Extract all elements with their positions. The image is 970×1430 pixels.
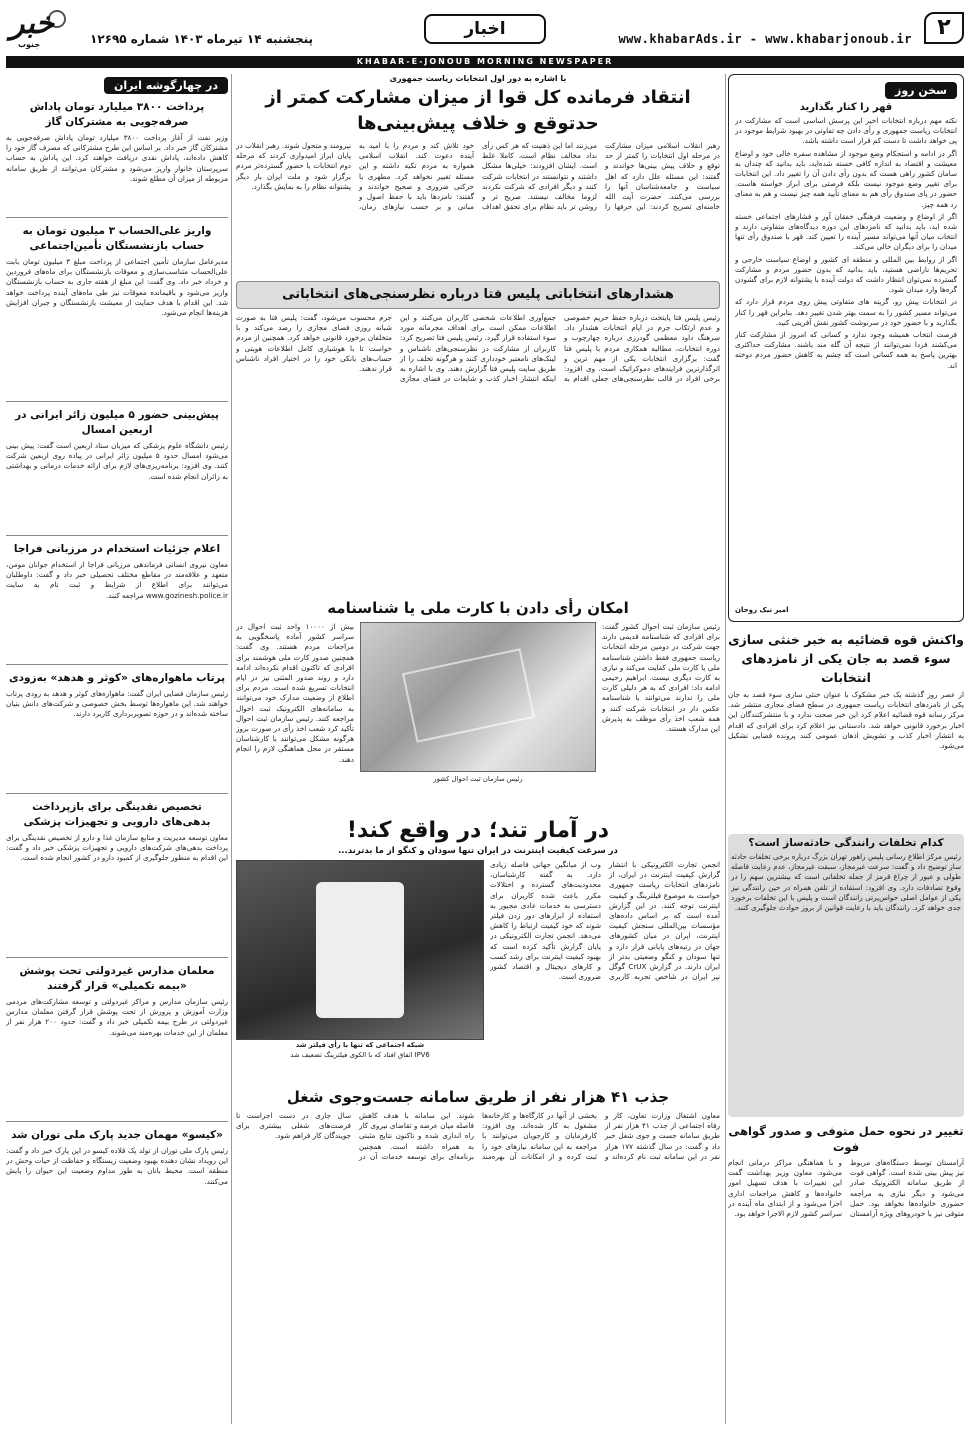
item-title: پرداخت ۳۸۰۰ میلیارد تومان پاداش صرفه‌جویی به مشترکان گاز bbox=[29, 101, 205, 128]
right-column bbox=[728, 74, 964, 1424]
column-divider bbox=[231, 74, 232, 1424]
provinces-tab: در چهارگوشه ایران bbox=[104, 77, 228, 94]
story-headline: در آمار تند؛ در واقع کند! bbox=[346, 818, 610, 843]
news-item bbox=[6, 800, 228, 953]
editorial-tab: سخن روز bbox=[885, 82, 957, 99]
left-column bbox=[6, 74, 228, 1424]
news-item bbox=[6, 224, 228, 397]
photo-caption: شبکه اجتماعی که تنها با رأی فیلتر شد bbox=[295, 1041, 425, 1049]
news-item bbox=[6, 671, 228, 789]
newspaper-logo bbox=[6, 6, 84, 50]
item-body: معاون نیروی انسانی فرماندهی مرزبانی فراجا از استخدام جوانان مومن، متعهد و علاقه‌مند در مقاطع مختلف تحصیلی خبر داد و گفت: داوطلبان می‌توانند برای اطلاع از شرایط و ثبت نام به سایت www.gozinesh.police.ir مراجعه کنند. bbox=[6, 560, 228, 600]
story-body: بیش از ۱۰۰۰۰ واحد ثبت احوال در سراسر کشور آماده پاسخگویی به مراجعات مردم هستند. وی گفت: همچنین صدور کارت ملی هوشمند برای افرادی که تاکنون اقدام نکرده‌اند ادامه دارد و روند صدور المثنی نیز در ایام انتخابات تسریع شده است. مردم برای اطلاع از وضعیت مدارک خود می‌توانند به سامانه‌های الکترونیک ثبت احوال مراجعه کنند. رئیس سازمان ثبت احوال تأکید کرد شعب اخذ رأی در صورت بروز هرگونه مشکل می‌توانند با کارشناسان مستقر در محل هماهنگی لازم را انجام دهند. bbox=[236, 622, 354, 764]
item-body: مدیرعامل سازمان تأمین اجتماعی از پرداخت مبلغ ۳ میلیون تومان بابت علی‌الحساب متناسب‌سازی و معوقات بازنشستگان برای ماه‌های فروردین و خرداد خبر داد. وی گفت: این مبلغ از هفته جاری به حساب بازنشستگان واریز می‌شود و باقیمانده معوقات نیز طی ماه‌های آینده پرداخت خواهد شد. این اقدام با هدف حمایت از معیشت بازنشستگان و جبران افزایش هزینه‌ها انجام می‌شود. bbox=[6, 257, 228, 318]
item-title: «کیسو» مهمان جدید پارک ملی توران شد bbox=[11, 1129, 223, 1141]
article-title: کدام تخلفات رانندگی حادثه‌ساز است؟ bbox=[748, 837, 944, 849]
item-title: واریز علی‌الحساب ۳ میلیون تومان به حساب بازنشستگان تأمین‌اجتماعی bbox=[22, 225, 212, 252]
website-urls[interactable]: www.khabarAds.ir - www.khabarjonoub.ir bbox=[618, 32, 912, 46]
logo-text: خبر bbox=[10, 6, 55, 41]
editorial-title: قهر را کنار بگذارید bbox=[799, 102, 893, 113]
editorial-body bbox=[735, 116, 957, 606]
story-body: رهبر انقلاب اسلامی میزان مشارکت در مرحله اول انتخابات را کمتر از حد توقع و خلاف پیش بینی‌ها خواندند و گفتند: این مسئله علل دارد که اهل سیاست و جامعه‌شناسان آنها را بررسی می‌کنند. حضرت آیت الله خامنه‌ای تصریح کردند: این حرفها را می‌زنند اما این ذهنیت که هر کس رأی نداد مخالف نظام است، کاملا غلط است. ایشان افزودند: خیلی‌ها مشکل داشتند و نتوانستند در انتخابات شرکت کنند و دیگر افرادی که شرکت نکردند لزوما مخالف نیستند. صریح تر و روشن تر باید نظام برای تحقق اهداف خود تلاش کند و مردم را با امید به آینده دعوت کند. انقلاب اسلامی همواره به مردم تکیه داشته و این مسئله تغییر نخواهد کرد. مطهری با حرکتی ضروری و صحیح خواندند و گفتند: نامزدها باید با حفظ اصول و مبانی و بر حسب نیازهای زمان، نیرومند و متحول شوند. رهبر انقلاب در پایان ابراز امیدواری کردند که مرحله دوم انتخابات با حضور گسترده‌تر مردم برگزار شود و ملت ایران بار دیگر پشتوانه نظام را به نمایش بگذارد. bbox=[236, 141, 720, 212]
item-body: رئیس پارک ملی توران از تولد یک قلاده کیسو در این پارک خبر داد و گفت: این رویداد نشان دهنده بهبود وضعیت زیستگاه و حفاظت از حیات وحش در منطقه است. محیط بانان به طور مداوم وضعیت این حیوان را پایش می‌کنند. bbox=[6, 1146, 228, 1186]
issue-date: پنجشنبه ۱۴ تیرماه ۱۴۰۳ شماره ۱۲۶۹۵ bbox=[90, 32, 314, 46]
item-body: رئیس سازمان فضایی ایران گفت: ماهواره‌های کوثر و هدهد به زودی پرتاب خواهند شد. این ماهواره‌ها توسط بخش خصوصی و شرکت‌های دانش بنیان ساخته شده‌اند و در حوزه تصویربرداری کاربرد دارند. bbox=[6, 689, 228, 719]
story-headline: جذب ۴۱ هزار نفر از طریق سامانه جست‌وجوی شغل bbox=[286, 1088, 670, 1106]
editorial-paragraph: نکته مهم درباره انتخابات اخیر این پرسش اساسی است که مشارکت در انتخابات ریاست جمهوری و رأی دادن چه تفاوتی در بهبود شرایط موجود در پی خواهد داشت تا دست کم قرار است داشته باشد. bbox=[735, 116, 957, 146]
story-headline: هشدارهای انتخاباتی پلیس فتا درباره نظرسنجی‌های انتخاباتی bbox=[236, 281, 720, 309]
editorial-paragraph: فرصت انتخاب همیشه وجود ندارد و کسانی که امروز از مشارکت کنار می‌کشند فردا نمی‌توانند از نتیجه آن گله مند باشند. مشارکت حداکثری بهترین پاسخ به همه کسانی است که چشم به کاهش حضور مردم دوخته اند. bbox=[735, 330, 957, 370]
news-item bbox=[6, 542, 228, 660]
item-title: پرتاب ماهواره‌های «کوثر و هدهد» به‌زودی bbox=[8, 672, 226, 684]
editorial-paragraph: اگر از اوضاع و وضعیت فرهنگی خفقان آور و فشارهای اجتماعی خسته شده اید، باید بدانید که نامزدهای این دوره دیدگاه‌های متفاوتی دارند و انتخاب میان آنها می‌تواند مسیر آینده را تعیین کند. قهر با صندوق رأی تنها میدان را برای دیگران خالی می‌کند. bbox=[735, 211, 957, 252]
photo-label: IPV6 اتفاق افتاد که با الکوی فیلترینگ تضعیف شد bbox=[290, 1051, 430, 1060]
editorial-author: امیر نیک روحان bbox=[735, 606, 789, 614]
middle-column bbox=[236, 74, 720, 1424]
article-title: واکنش قوه قضائیه به خبر خنثی سازی سوء قصد به جان یکی از نامزدهای انتخابات bbox=[728, 632, 964, 685]
news-item bbox=[6, 964, 228, 1117]
editorial-paragraph: در انتخابات پیش رو، گزینه های متفاوتی پیش روی مردم قرار دارد که می‌تواند مسیر کشور را به سمت بهتر شدن تغییر دهد. بنابراین قهر را کنار بگذارید و با حضور خود در سرنوشت کشور نقش آفرینی کنید. bbox=[735, 297, 957, 327]
story-headline: انتقاد فرمانده کل قوا از میزان مشارکت کمتر از حدتوقع و خلاف پیش‌بینی‌ها bbox=[265, 87, 691, 134]
article-title: تغییر در نحوه حمل متوفی و صدور گواهی فوت bbox=[728, 1124, 964, 1154]
editorial-paragraph: اگر در ادامه و استحکام وضع موجود از مشاهده سفره خالی خود و اوضاع معیشت و اقتصاد به اندازه کافی خسته شده‌اید، باید بدانید که چندان به سامان کشور راهی هست که بدون رأی دادن آن را تغییر داد. این انتخابات برای تغییر وضع موجود نیست بلکه فرصتی برای ابراز خواسته هاست. حضور در پای صندوق رأی هم به معنای تأیید همه چیز نیست و هم به معنای رد همه چیز. bbox=[735, 148, 957, 209]
story-body: رئیس سازمان ثبت احوال کشور گفت: برای افرادی که شناسنامه قدیمی دارند جهت شرکت در دومین مرحله انتخابات ریاست جمهوری فقط داشتن شناسنامه ملی یا کارت ملی کفایت می‌کند و نیازی به کارت دیگری نیست. ابراهیم رحیمی ادامه داد: افرادی که به هر دلیلی کارت ملی را ندارند می‌توانند با شناسنامه عکس دار در انتخابات شرکت کنند و همه شعب اخذ رأی موظف به پذیرش این مدارک هستند. bbox=[602, 622, 720, 734]
story-headline: امکان رأی دادن با کارت ملی یا شناسنامه bbox=[327, 599, 629, 617]
traffic-article bbox=[728, 834, 964, 1117]
item-title: معلمان مدارس غیردولتی تحت پوشش «بیمه تکمیلی» قرار گرفتند bbox=[19, 965, 215, 992]
smartphone-photo bbox=[236, 860, 484, 1040]
story-body: معاون اشتغال وزارت تعاون، کار و رفاه اجتماعی از جذب ۴۱ هزار نفر از طریق سامانه جست و جوی شغل خبر داد و گفت: در سال گذشته ۱۷۷ هزار نفر در این سامانه ثبت نام کرده‌اند و بخشی از آنها در کارگاه‌ها و کارخانه‌ها مشغول به کار شده‌اند. وی افزود: کارفرمایان و کارجویان می‌توانند با مراجعه به این سامانه نیازهای خود را ثبت کرده و از امکانات آن بهره‌مند شوند. این سامانه با هدف کاهش فاصله میان عرضه و تقاضای نیروی کار راه اندازی شده و تاکنون نتایج مثبتی به همراه داشته است. همچنین برنامه‌ای برای توسعه خدمات آن در سال جاری در دست اجراست تا فرصت‌های شغلی بیشتری برای جویندگان کار فراهم شود. bbox=[236, 1111, 720, 1161]
masthead-bar: KHABAR-E-JONOUB MORNING NEWSPAPER bbox=[6, 56, 964, 68]
item-body: وزیر نفت از آغاز پرداخت ۳۸۰۰ میلیارد تومان پاداش صرفه‌جویی به مشترکان گاز خبر داد. بر اساس این طرح مشترکانی که مصرف گاز خود را کاهش داده‌اند، پاداش نقدی دریافت خواهند کرد. این پاداش به حساب سرپرستان خانوار واریز می‌شود و مشترکان می‌توانند از طریق سامانه مربوطه از میزان آن مطلع شوند. bbox=[6, 133, 228, 183]
editorial-box bbox=[728, 74, 964, 622]
item-body: رئیس دانشگاه علوم پزشکی که میزبان ستاد اربعین است گفت: پیش بینی می‌شود امسال حدود ۵ میلیون زائر ایرانی در پیاده روی اربعین شرکت کنند. وی افزود: برنامه‌ریزی‌های لازم برای ارائه خدمات درمانی و بهداشتی به زائران انجام شده است. bbox=[6, 441, 228, 481]
page-header bbox=[6, 6, 964, 54]
article-body: رئیس مرکز اطلاع رسانی پلیس راهور تهران بزرگ درباره برخی تخلفات حادثه ساز توضیح داد و گفت: سرعت غیرمجاز، سبقت غیرمجاز، عدم رعایت فاصله طولی و عبور از چراغ قرمز از جمله تخلفاتی است که بیشترین سهم را در وقوع تصادفات دارد. وی افزود: استفاده از تلفن همراه در حین رانندگی نیز یکی از عوامل اصلی حواس‌پرتی رانندگان است و پلیس با این تخلفات برخورد جدی خواهد کرد. رانندگان باید با رعایت قوانین از بروز حوادث جلوگیری کنند. bbox=[731, 852, 961, 913]
photo-caption: رئیس سازمان ثبت احوال کشور bbox=[433, 775, 523, 783]
news-item bbox=[6, 408, 228, 531]
editorial-paragraph: اگر از روابط بین المللی و منطقه ای کشور و اوضاع سیاست خارجی و تحریم‌ها ناراضی هستید، باید بدانید که بدون حضور مردم و مشارکت گسترده نمی‌توان انتظار داشت که دولت آینده با پشتوانه لازم برای گشودن گره‌ها وارد میدان شود. bbox=[735, 254, 957, 295]
item-title: اعلام جزئیات استخدام در مرزبانی فراجا bbox=[13, 543, 221, 555]
jobs-story bbox=[236, 1086, 720, 1227]
news-item bbox=[6, 100, 228, 213]
item-title: تخصیص نقدینگی برای بازپرداخت بدهی‌های دارویی و تجهیزات پزشکی bbox=[23, 801, 211, 828]
news-item bbox=[6, 1128, 228, 1230]
page-number: ۲ bbox=[924, 12, 964, 44]
section-label: اخبار bbox=[424, 14, 546, 44]
article-body: آرامستان توسط دستگاه‌های مربوط نیز پیش بینی شده است. گواهی فوت از طریق سامانه الکترونیک صادر می‌شود و دیگر نیازی به مراجعه حضوری خانواده‌ها نخواهد بود. حمل متوفی نیز با خودروهای ویژه آرامستان و با هماهنگی مراکز درمانی انجام می‌شود. معاون وزیر بهداشت گفت این تغییرات با هدف تسهیل امور خانواده‌ها و کاهش مراجعات اداری اجرا می‌شود و از ابتدای ماه آینده در سراسر کشور لازم الاجرا خواهد بود. bbox=[728, 1158, 964, 1219]
item-body: معاون توسعه مدیریت و منابع سازمان غذا و دارو از تخصیص نقدینگی برای پرداخت بدهی‌های شرکت‌های دارویی و تجهیزات پزشکی خبر داد و گفت: این اقدام به منظور جلوگیری از کمبود دارو در کشور انجام شده است. bbox=[6, 833, 228, 863]
internet-story bbox=[236, 816, 720, 1080]
story-kicker: با اشاره به دور اول انتخابات ریاست جمهوری bbox=[389, 74, 567, 83]
judiciary-article bbox=[728, 630, 964, 828]
id-card-story bbox=[236, 597, 720, 810]
column-divider bbox=[725, 74, 726, 1424]
story-body: انجمن تجارت الکترونیکی با انتشار گزارش کیفیت اینترنت در ایران، از نامزدهای انتخابات ریاست جمهوری خواست به موضوع فیلترینگ و کیفیت اینترنت توجه کنند. در این گزارش آمده است که بر اساس داده‌های مؤسسات بین‌المللی سنجش کیفیت اینترنت، ایران در میان کشورهای جهان در رتبه‌های پایانی قرار دارد و تنها سودان و کنگو وضعیتی بدتر از ایران دارند. در گزارش CrUX گوگل نیز ایران در شاخص تجربه کاربری وب از میانگین جهانی فاصله زیادی دارد. به گفته کارشناسان، محدودیت‌های گسترده و اختلالات مکرر باعث شده کاربران برای دسترسی به خدمات عادی مجبور به استفاده از ابزارهای دور زدن فیلتر شوند که خود کیفیت ارتباط را کاهش می‌دهد. انجمن تجارت الکترونیکی در پایان گزارش تأکید کرده است که بهبود کیفیت اینترنت برای رشد کسب و کارهای دیجیتال و اقتصاد کشور ضروری است. bbox=[490, 860, 720, 982]
story-body: رئیس پلیس فتا پایتخت درباره حفظ حریم خصوصی و عدم ارتکاب جرم در ایام انتخابات هشدار داد. سرهنگ داود معظمی گودرزی درباره چهارچوب و دوره انتخابات، مطالبه همکاری مردم با پلیس فتا گفت: برگزاری انتخابات یکی از مهم ترین و اثرگذارترین فرایندهای دموکراتیک است. وی افزود: برخی افراد در قالب نظرسنجی‌های جعلی اقدام به جمع‌آوری اطلاعات شخصی کاربران می‌کنند و این اطلاعات ممکن است برای اهداف مجرمانه مورد سوء استفاده قرار گیرد. رئیس پلیس فتا تصریح کرد: کاربران از مشارکت در نظرسنجی‌های ناشناس و لینک‌های نامعتبر خودداری کنند و هرگونه تخلف را از طریق سایت پلیس فتا گزارش دهند. وی با اشاره به اینکه انتشار اخبار کذب و شایعات در فضای مجازی جرم محسوب می‌شود، گفت: پلیس فتا به صورت شبانه روزی فضای مجازی را رصد می‌کند و با متخلفان برخورد قانونی خواهد کرد. همچنین از مردم خواست تا با هوشیاری کامل اطلاعات هویتی و حساب‌های بانکی خود را در اختیار افراد ناشناس قرار ندهند. bbox=[236, 313, 720, 384]
story-subtitle: در سرعت کیفیت اینترنت در ایران تنها سودان و کنگو از ما بدترند... bbox=[338, 846, 618, 856]
ballot-photo bbox=[360, 622, 596, 772]
item-body: رئیس سازمان مدارس و مراکز غیردولتی و توسعه مشارکت‌های مردمی وزارت آموزش و پرورش از تحت پوشش قرار گرفتن معلمان مدارس غیردولتی در طرح بیمه تکمیلی خبر داد و گفت: حدود ۲۰۰ هزار نفر از معلمان از این خدمات بهره‌مند می‌شوند. bbox=[6, 997, 228, 1037]
article-body: از عصر روز گذشته یک خبر مشکوک با عنوان خنثی سازی سوء قصد به جان یکی از نامزدهای انتخابات ریاست جمهوری در سطح فضای مجازی منتشر شد. مرکز رسانه قوه قضائیه اعلام کرد این خبر صحت ندارد و با منتشرکنندگان این اخبار برخورد قانونی خواهد شد. دادستانی نیز اعلام کرد برای افرادی که اقدام به انتشار اخبار کذب و تشویش اذهان عمومی کنند پرونده قضایی تشکیل می‌شود. bbox=[728, 690, 964, 751]
fata-story bbox=[236, 281, 720, 593]
main-story bbox=[236, 74, 720, 275]
logo-subtext: جنوب bbox=[18, 40, 41, 49]
death-certificate-article bbox=[728, 1123, 964, 1430]
item-title: پیش‌بینی حضور ۵ میلیون زائر ایرانی در اربعین امسال bbox=[15, 409, 219, 436]
